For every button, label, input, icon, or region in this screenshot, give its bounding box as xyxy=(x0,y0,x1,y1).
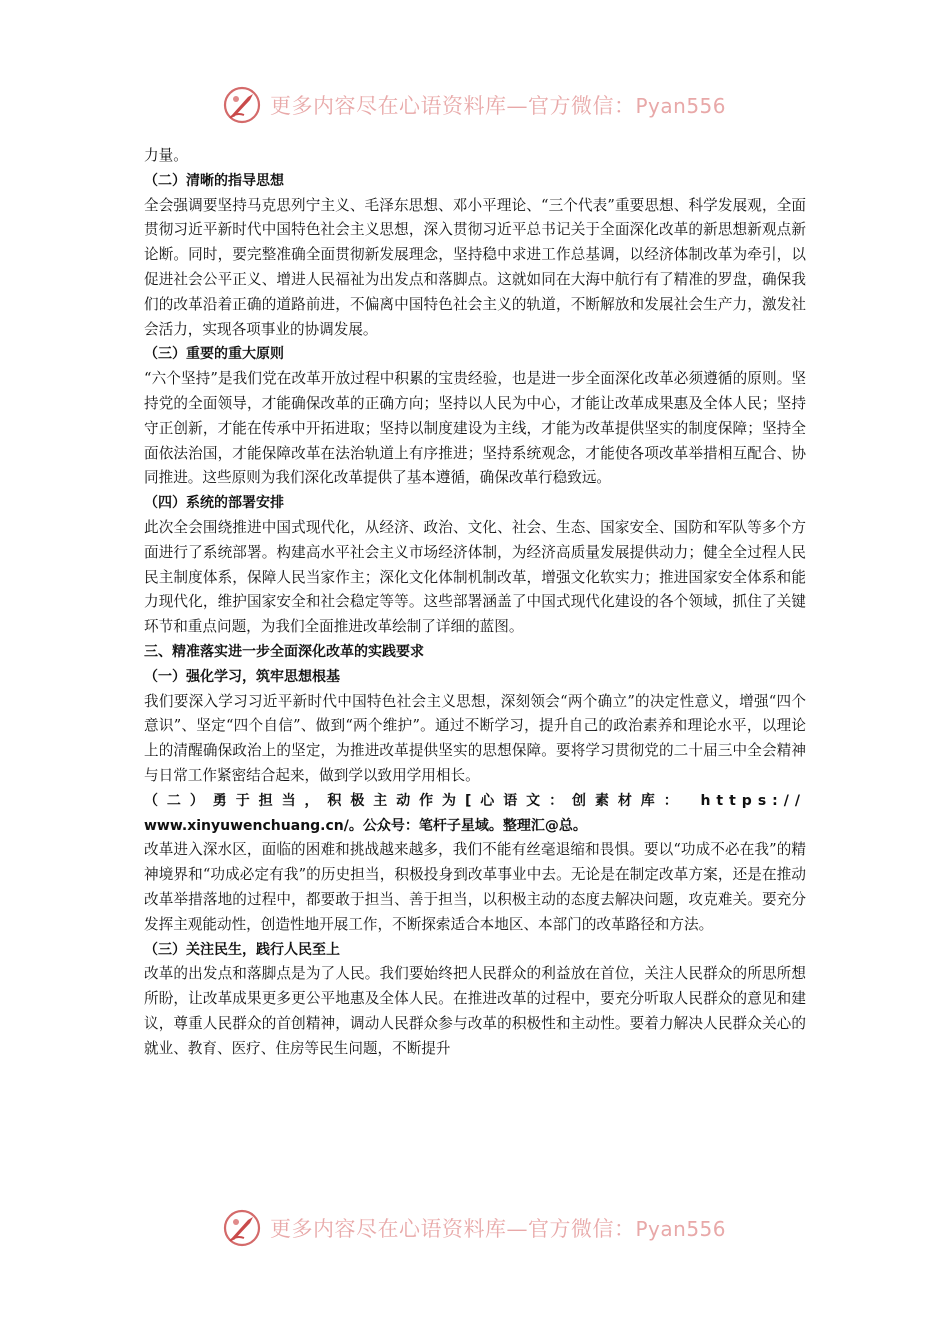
paragraph: 改革进入深水区，面临的困难和挑战越来越多，我们不能有丝毫退缩和畏惧。要以“功成不必在我”的精神境界和“功成必定有我”的历史担当，积极投身到改革事业中去。无论是在制定改革方案，还是在推动改革举措落地的过程中，都要敢于担当、善于担当，以积极主动的态度去解决问题，攻克难关。要充分发挥主观能动性，创造性地开展工作，不断探索适合本地区、本部门的改革路径和方法。 xyxy=(144,841,806,933)
paragraph: “六个坚持”是我们党在改革开放过程中积累的宝贵经验，也是进一步全面深化改革必须遵循的原则。坚持党的全面领导，才能确保改革的正确方向；坚持以人民为中心，才能让改革成果惠及全体人民；坚持守正创新，才能在传承中开拓进取；坚持以制度建设为主线，才能为改革提供坚实的制度保障；坚持全面依法治国，才能保障改革在法治轨道上有序推进；坚持系统观念，才能使各项改革举措相互配合、协同推进。这些原则为我们深化改革提供了基本遵循，确保改革行稳致远。 xyxy=(144,370,806,487)
section-heading-with-source-note xyxy=(144,789,806,839)
source-note-line: www.xinyuwenchuang.cn/。公众号：笔杆子星域。整理汇@总。 xyxy=(144,817,587,834)
document-body xyxy=(144,144,806,1061)
banner-text: 更多内容尽在心语资料库—官方微信：Pyan556 xyxy=(270,1217,727,1241)
section-heading: （二）清晰的指导思想 xyxy=(144,172,284,189)
banner-text: 更多内容尽在心语资料库—官方微信：Pyan556 xyxy=(270,94,727,118)
wechat-id: Pyan556 xyxy=(635,94,727,118)
paragraph: 此次全会围绕推进中国式现代化，从经济、政治、文化、社会、生态、国家安全、国防和军队等多个方面进行了系统部署。构建高水平社会主义市场经济体制，为经济高质量发展提供动力；健全全过程人民民主制度体系，保障人民当家作主；深化文化体制机制改革，增强文化软实力；推进国家安全体系和能力现代化，维护国家安全和社会稳定等等。这些部署涵盖了中国式现代化建设的各个领域，抓住了关键环节和重点问题，为我们全面推进改革绘制了详细的蓝图。 xyxy=(144,518,806,636)
paragraph: 我们要深入学习习近平新时代中国特色社会主义思想，深刻领会“两个确立”的决定性意义，增强“四个意识”、坚定“四个自信”、做到“两个维护”。通过不断学习，提升自己的政治素养和理论水平，以理论上的清醒确保政治上的坚定，为推进改革提供坚实的思想保障。要将学习贯彻党的二十届三中全会精神与日常工作紧密结合起来，做到学以致用学用相长。 xyxy=(144,692,806,784)
paragraph: 改革的出发点和落脚点是为了人民。我们要始终把人民群众的利益放在首位，关注人民群众的所思所想所盼，让改革成果更多更公平地惠及全体人民。在推进改革的过程中，要充分听取人民群众的意见和建议，尊重人民群众的首创精神，调动人民群众参与改革的积极性和主动性。要着力解决人民群众关心的就业、教育、医疗、住房等民生问题，不断提升 xyxy=(144,965,806,1057)
section-heading: （一）强化学习，筑牢思想根基 xyxy=(144,668,340,685)
header-banner xyxy=(222,84,727,126)
footer-banner xyxy=(222,1207,727,1249)
pen-nib-logo-icon xyxy=(222,85,262,125)
heading-line: （二）勇于担当，积极主动作为[心语文：创素材库： https:// xyxy=(144,792,806,809)
section-heading: （三）关注民生，践行人民至上 xyxy=(144,941,340,958)
wechat-id: Pyan556 xyxy=(635,1217,727,1241)
paragraph: 力量。 xyxy=(144,147,188,164)
section-heading: （四）系统的部署安排 xyxy=(144,495,284,512)
pen-nib-logo-icon xyxy=(222,1208,262,1248)
section-heading: （三）重要的重大原则 xyxy=(144,346,284,363)
paragraph: 全会强调要坚持马克思列宁主义、毛泽东思想、邓小平理论、“三个代表”重要思想、科学发展观，全面贯彻习近平新时代中国特色社会主义思想，深入贯彻习近平总书记关于全面深化改革的新思想新观点新论断。同时，要完整准确全面贯彻新发展理念，坚持稳中求进工作总基调，以经济体制改革为牵引，以促进社会公平正义、增进人民福祉为出发点和落脚点。这就如同在大海中航行有了精准的罗盘，确保我们的改革沿着正确的道路前进，不偏离中国特色社会主义的轨道，不断解放和发展社会生产力，激发社会活力，实现各项事业的协调发展。 xyxy=(144,196,806,338)
section-heading: 三、精准落实进一步全面深化改革的实践要求 xyxy=(144,643,424,660)
